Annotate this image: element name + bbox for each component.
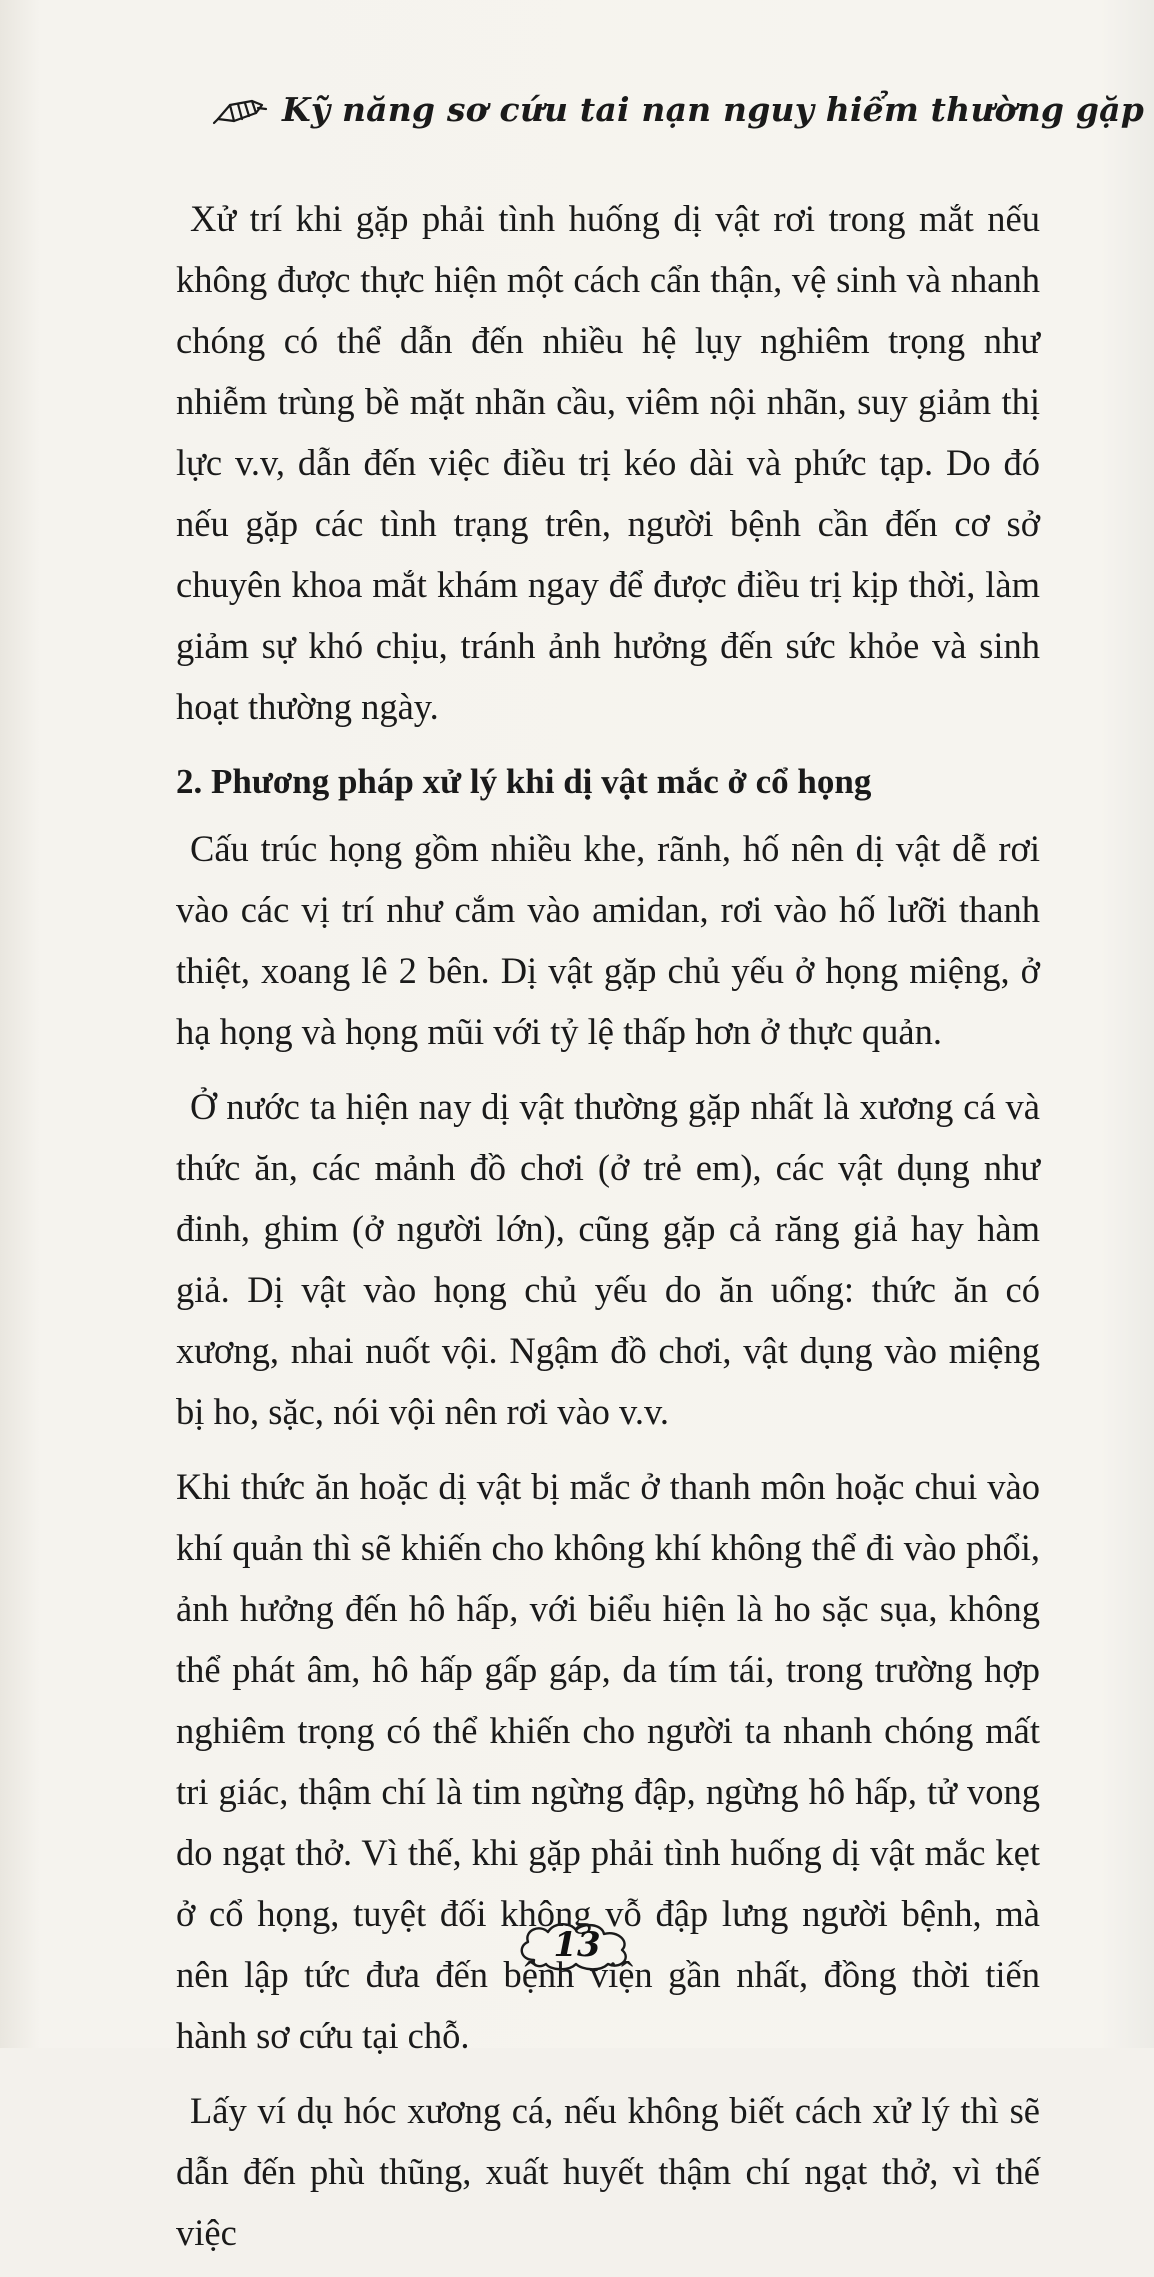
- paragraph: Lấy ví dụ hóc xương cá, nếu không biết cách xử lý thì sẽ dẫn đến phù thũng, xuất huyết thậm chí ngạt thở, vì thế việc: [176, 2090, 1040, 2253]
- page-number: 13: [553, 1925, 601, 1965]
- page-number-badge: [512, 1916, 642, 1974]
- paragraph: Cấu trúc họng gồm nhiều khe, rãnh, hố nên dị vật dễ rơi vào các vị trí như cắm vào amidan, rơi vào hố lưỡi thanh thiệt, xoang lê 2 bên. Dị vật gặp chủ yếu ở họng miệng, ở hạ họng và họng mũi với tỷ lệ thấp hơn ở thực quản.: [176, 828, 1040, 1052]
- page-footer: [0, 1910, 1154, 1980]
- running-header-title: Kỹ năng sơ cứu tai nạn nguy hiểm thường gặp: [282, 90, 1145, 129]
- running-header: [212, 90, 1145, 129]
- paragraph: Ở nước ta hiện nay dị vật thường gặp nhất là xương cá và thức ăn, các mảnh đồ chơi (ở trẻ em), các vật dụng như đinh, ghim (ở người lớn), cũng gặp cả răng giả hay hàm giả. Dị vật vào họng chủ yếu do ăn uống: thức ăn có xương, nhai nuốt vội. Ngậm đồ chơi, vật dụng vào miệng bị ho, sặc, nói vội nên rơi vào v.v.: [176, 1086, 1040, 1432]
- pen-writing-icon: [212, 95, 270, 125]
- paragraph: Xử trí khi gặp phải tình huống dị vật rơi trong mắt nếu không được thực hiện một cách cẩn thận, vệ sinh và nhanh chóng có thể dẫn đến nhiều hệ lụy nghiêm trọng như nhiễm trùng bề mặt nhãn cầu, viêm nội nhãn, suy giảm thị lực v.v, dẫn đến việc điều trị kéo dài và phức tạp. Do đó nếu gặp các tình trạng trên, người bệnh cần đến cơ sở chuyên khoa mắt khám ngay để được điều trị kịp thời, làm giảm sự khó chịu, tránh ảnh hưởng đến sức khỏe và sinh hoạt thường ngày.: [176, 198, 1040, 727]
- paragraph: Khi thức ăn hoặc dị vật bị mắc ở thanh môn hoặc chui vào khí quản thì sẽ khiến cho không khí không thể đi vào phổi, ảnh hưởng đến hô hấp, với biểu hiện là ho sặc sụa, không thể phát âm, hô hấp gấp gáp, da tím tái, trong trường hợp nghiêm trọng có thể khiến cho người ta nhanh chóng mất tri giác, thậm chí là tim ngừng đập, ngừng hô hấp, tử vong do ngạt thở. Vì thế, khi gặp phải tình huống dị vật mắc kẹt ở cổ họng, tuyệt đối không vỗ đập lưng người bệnh, mà nên lập tức đưa đến bệnh viện gần nhất, đồng thời tiến hành sơ cứu tại chỗ.: [176, 1466, 1040, 2056]
- section-heading: 2. Phương pháp xử lý khi dị vật mắc ở cổ họng: [176, 762, 872, 801]
